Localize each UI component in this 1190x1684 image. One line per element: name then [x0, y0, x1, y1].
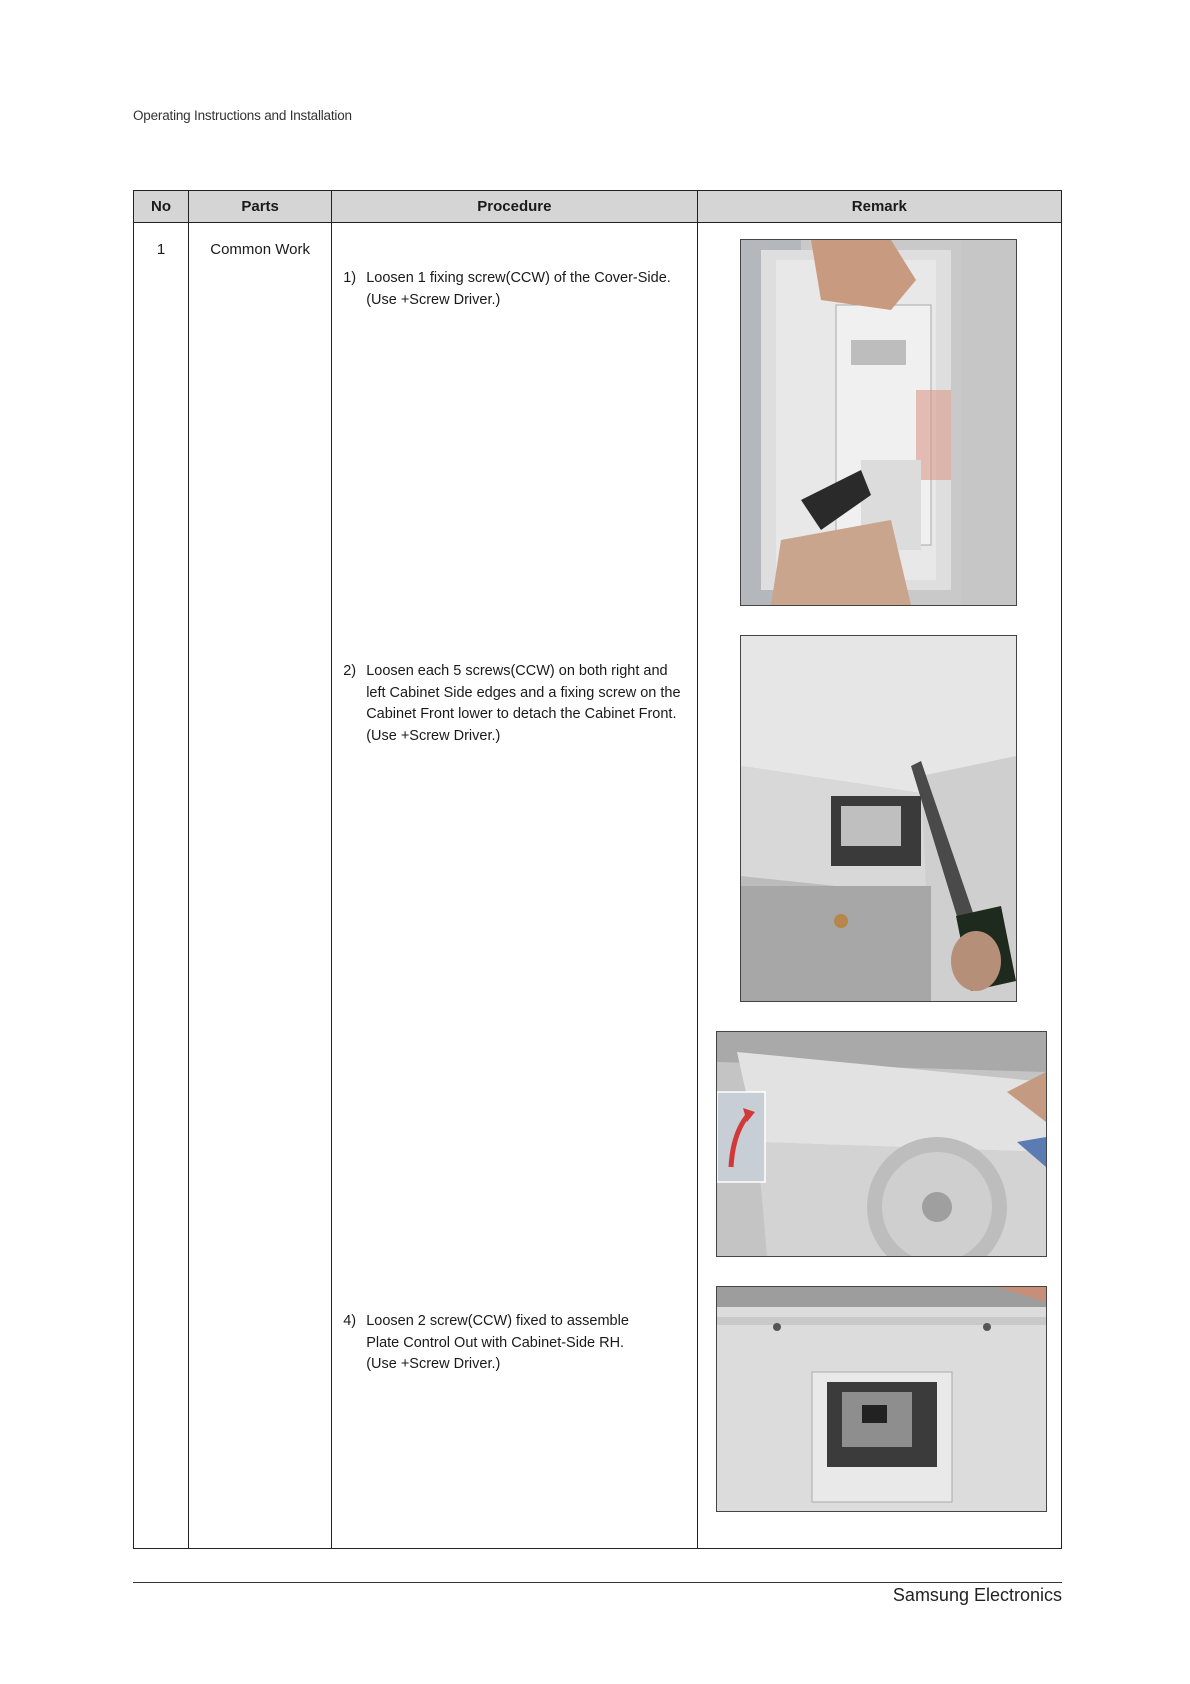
plate-control-out-photo [716, 1286, 1047, 1512]
cabinet-side-screw-photo [740, 635, 1017, 1002]
column-header-remark: Remark [697, 191, 1061, 223]
step-number: 2) [343, 663, 357, 679]
remark-cell [697, 223, 1061, 1549]
step-number: 1) [343, 270, 357, 286]
procedure-table [133, 190, 1062, 1549]
column-header-procedure: Procedure [332, 191, 697, 223]
step-number: 4) [343, 1313, 357, 1329]
column-header-no: No [134, 191, 189, 223]
footer-divider [133, 1582, 1062, 1583]
table-header-row [134, 191, 1062, 223]
column-header-parts: Parts [189, 191, 332, 223]
cabinet-front-lift-photo [716, 1031, 1047, 1257]
cover-side-screw-photo [740, 239, 1017, 606]
row-number: 1 [134, 223, 189, 1549]
procedure-cell [332, 223, 697, 1549]
procedure-step-1 [343, 268, 688, 311]
step-text: Loosen each 5 screws(CCW) on both right and left Cabinet Side edges and a fixing screw on the Cabinet Front lower to detach the Cabinet Front. (Use +Screw Driver.) [366, 663, 681, 744]
row-parts: Common Work [189, 223, 332, 1549]
page-header-title: Operating Instructions and Installation [133, 108, 352, 123]
table-row [134, 223, 1062, 1549]
procedure-step-2 [343, 661, 688, 747]
footer-brand: Samsung Electronics [892, 1585, 1062, 1605]
procedure-step-4 [343, 1311, 643, 1376]
step-text: Loosen 2 screw(CCW) fixed to assemble Plate Control Out with Cabinet-Side RH. (Use +Screw Driver.) [366, 1313, 629, 1372]
step-text: Loosen 1 fixing screw(CCW) of the Cover-Side. (Use +Screw Driver.) [366, 270, 671, 308]
